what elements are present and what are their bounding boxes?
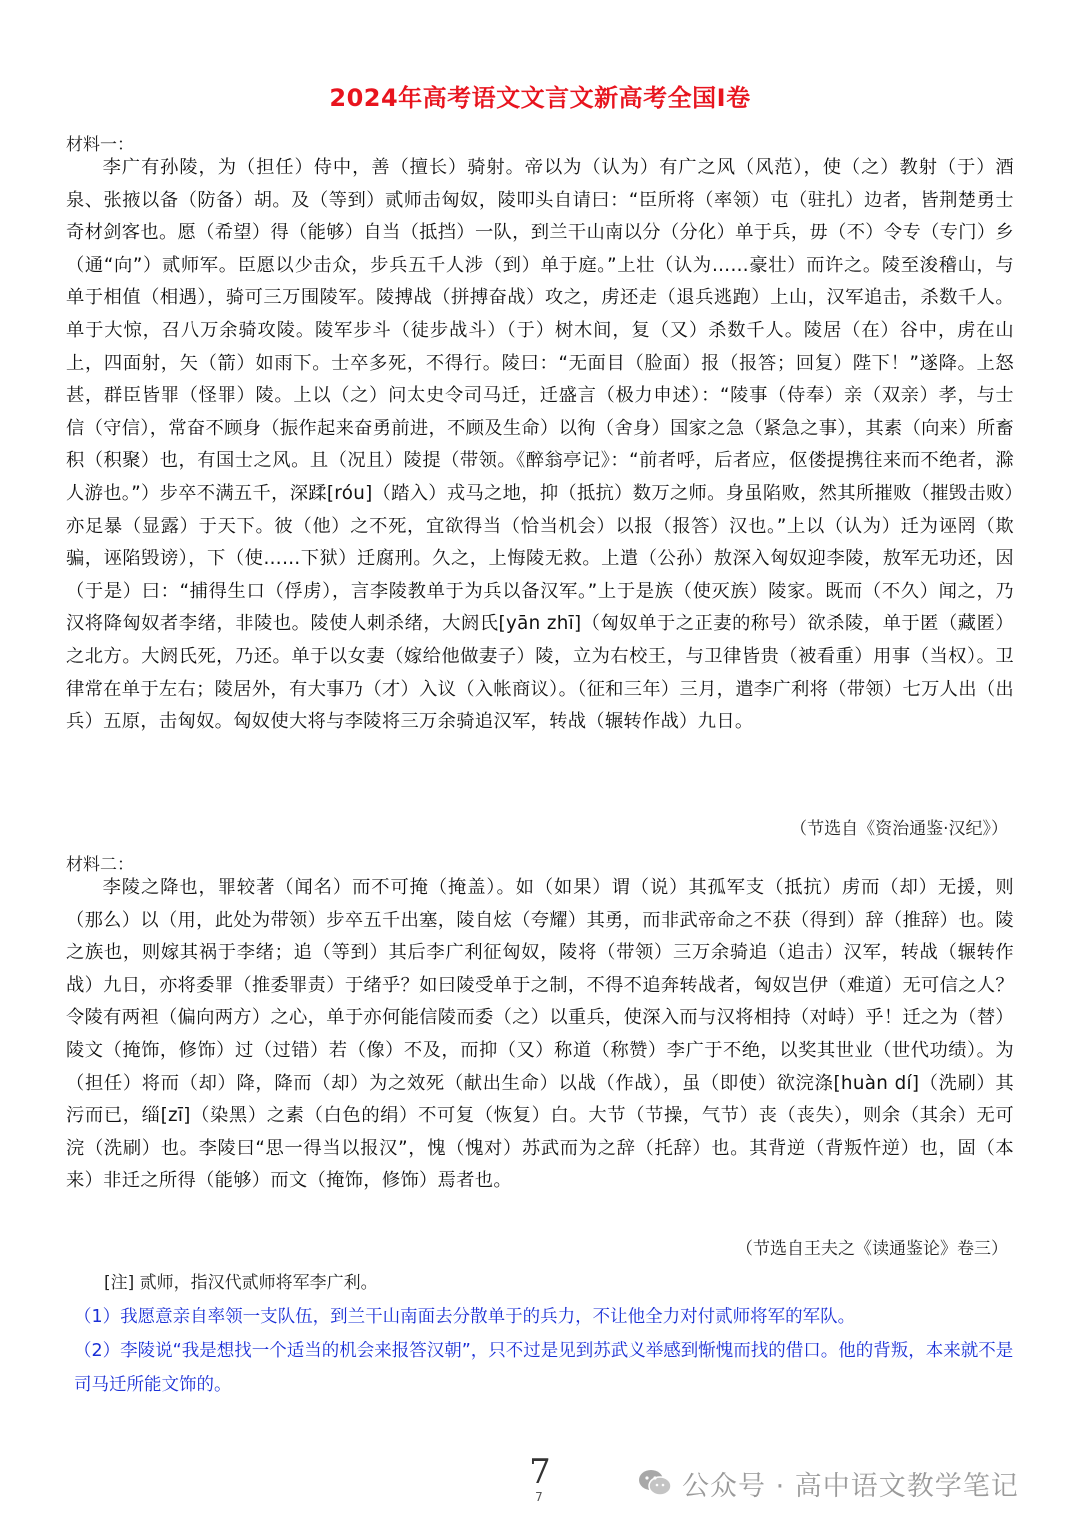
- answer-block: [66, 1300, 1014, 1402]
- page-number-small: 7: [535, 1490, 543, 1504]
- material-one-label: 材料一：: [66, 135, 134, 155]
- page-title: 2024年高考语文文言文新高考全国Ⅰ卷: [329, 84, 751, 112]
- page-number: 7: [529, 1452, 551, 1492]
- watermark: [638, 1458, 1019, 1508]
- material-two-label: 材料二：: [66, 855, 134, 875]
- footnote: [注] 贰师，指汉代贰师将军李广利。: [104, 1273, 378, 1293]
- material-one-text: 李广有孙陵，为（担任）侍中，善（擅长）骑射。帝以为（认为）有广之风（风范），使（之）教射（于）酒泉、张掖以备（防备）胡。及（等到）贰师击匈奴，陵叩头自请曰：“臣所将（率领）屯（驻扎）边者，皆荆楚勇士奇材剑客也。愿（希望）得（能够）自当（抵挡）一队，到兰干山南以分（分化）单于兵，毋（不）令专（专门）乡（通“向”）贰师军。臣愿以少击众，步兵五千人涉（到）单于庭。”上壮（认为……豪壮）而许之。陵至浚稽山，与单于相值（相遇），骑可三万围陵军。陵搏战（拼搏奋战）攻之，虏还走（退兵逃跑）上山，汉军追击，杀数千人。单于大惊，召八万余骑攻陵。陵军步斗（徒步战斗）（于）树木间，复（又）杀数千人。陵居（在）谷中，虏在山上，四面射，矢（箭）如雨下。士卒多死，不得行。陵曰：“无面目（脸面）报（报答；回复）陛下！”遂降。上怒甚，群臣皆罪（怪罪）陵。上以（之）问太史令司马迁，迁盛言（极力申述）：“陵事（侍奉）亲（双亲）孝，与士信（守信），常奋不顾身（振作起来奋勇前进，不顾及生命）以徇（舍身）国家之急（紧急之事），其素（向来）所畜积（积聚）也，有国士之风。且（况且）陵提（带领。《醉翁亭记》：“前者呼，后者应，伛偻提携往来而不绝者，滁人游也。”）步卒不满五千，深蹂[róu]（踏入）戎马之地，抑（抵抗）数万之师。身虽陷败，然其所摧败（摧毁击败）亦足暴（显露）于天下。彼（他）之不死，宜欲得当（恰当机会）以报（报答）汉也。”上以（认为）迁为诬罔（欺骗，诬陷毁谤），下（使……下狱）迁腐刑。久之，上悔陵无救。上遣（公孙）敖深入匈奴迎李陵，敖军无功还，因（于是）曰：“捕得生口（俘虏），言李陵教单于为兵以备汉军。”上于是族（使灭族）陵家。既而（不久）闻之，乃汉将降匈奴者李绪，非陵也。陵使人刺杀绪，大阏氏[yān zhī]（匈奴单于之正妻的称号）欲杀陵，单于匿（藏匿）之北方。大阏氏死，乃还。单于以女妻（嫁给他做妻子）陵，立为右校王，与卫律皆贵（被看重）用事（当权）。卫律常在单于左右；陵居外，有大事乃（才）入议（入帐商议）。（征和三年）三月，遣李广利将（带领）七万人出（出兵）五原，击匈奴。匈奴使大将与李陵将三万余骑追汉军，转战（辗转作战）九日。: [66, 157, 1014, 733]
- material-two-text: 李陵之降也，罪较著（闻名）而不可掩（掩盖）。如（如果）谓（说）其孤军支（抵抗）虏而（却）无援，则（那么）以（用，此处为带领）步卒五千出塞，陵自炫（夸耀）其勇，而非武帝命之不获（得到）辞（推辞）也。陵之族也，则嫁其祸于李绪；追（等到）其后李广利征匈奴，陵将（带领）三万余骑追（追击）汉军，转战（辗转作战）九日，亦将委罪（推委罪责）于绪乎？如曰陵受单于之制，不得不追奔转战者，匈奴岂伊（难道）无可信之人？令陵有两袒（偏向两方）之心，单于亦何能信陵而委（之）以重兵，使深入而与汉将相持（对峙）乎！迁之为（替）陵文（掩饰，修饰）过（过错）若（像）不及，而抑（又）称道（称赞）李广于不绝，以奖其世业（世代功绩）。为（担任）将而（却）降，降而（却）为之效死（献出生命）以战（作战），虽（即使）欲浣涤[huàn dí]（洗刷）其污而已，缁[zī]（染黑）之素（白色的绢）不可复（恢复）白。大节（节操，气节）丧（丧失），则余（其余）无可浣（洗刷）也。李陵曰“思一得当以报汉”，愧（愧对）苏武而为之辞（托辞）也。其背逆（背叛忤逆）也，固（本来）非迁之所得（能够）而文（掩饰，修饰）焉者也。: [66, 877, 1014, 1192]
- watermark-text: 公众号 · 高中语文教学笔记: [682, 1470, 1019, 1502]
- answer-item: （1）我愿意亲自率领一支队伍，到兰干山南面去分散单于的兵力，不让他全力对付贰师将军的军队。: [74, 1307, 856, 1327]
- material-two-source: （节选自王夫之《读通鉴论》卷三）: [736, 1239, 1008, 1259]
- answer-item: （2）李陵说“我是想找一个适当的机会来报答汉朝”，只不过是见到苏武义举感到惭愧而找的借口。他的背叛，本来就不是司马迁所能文饰的。: [74, 1341, 1014, 1395]
- material-one-source: （节选自《资治通鉴·汉纪》）: [790, 819, 1008, 839]
- wechat-icon: [638, 1468, 672, 1498]
